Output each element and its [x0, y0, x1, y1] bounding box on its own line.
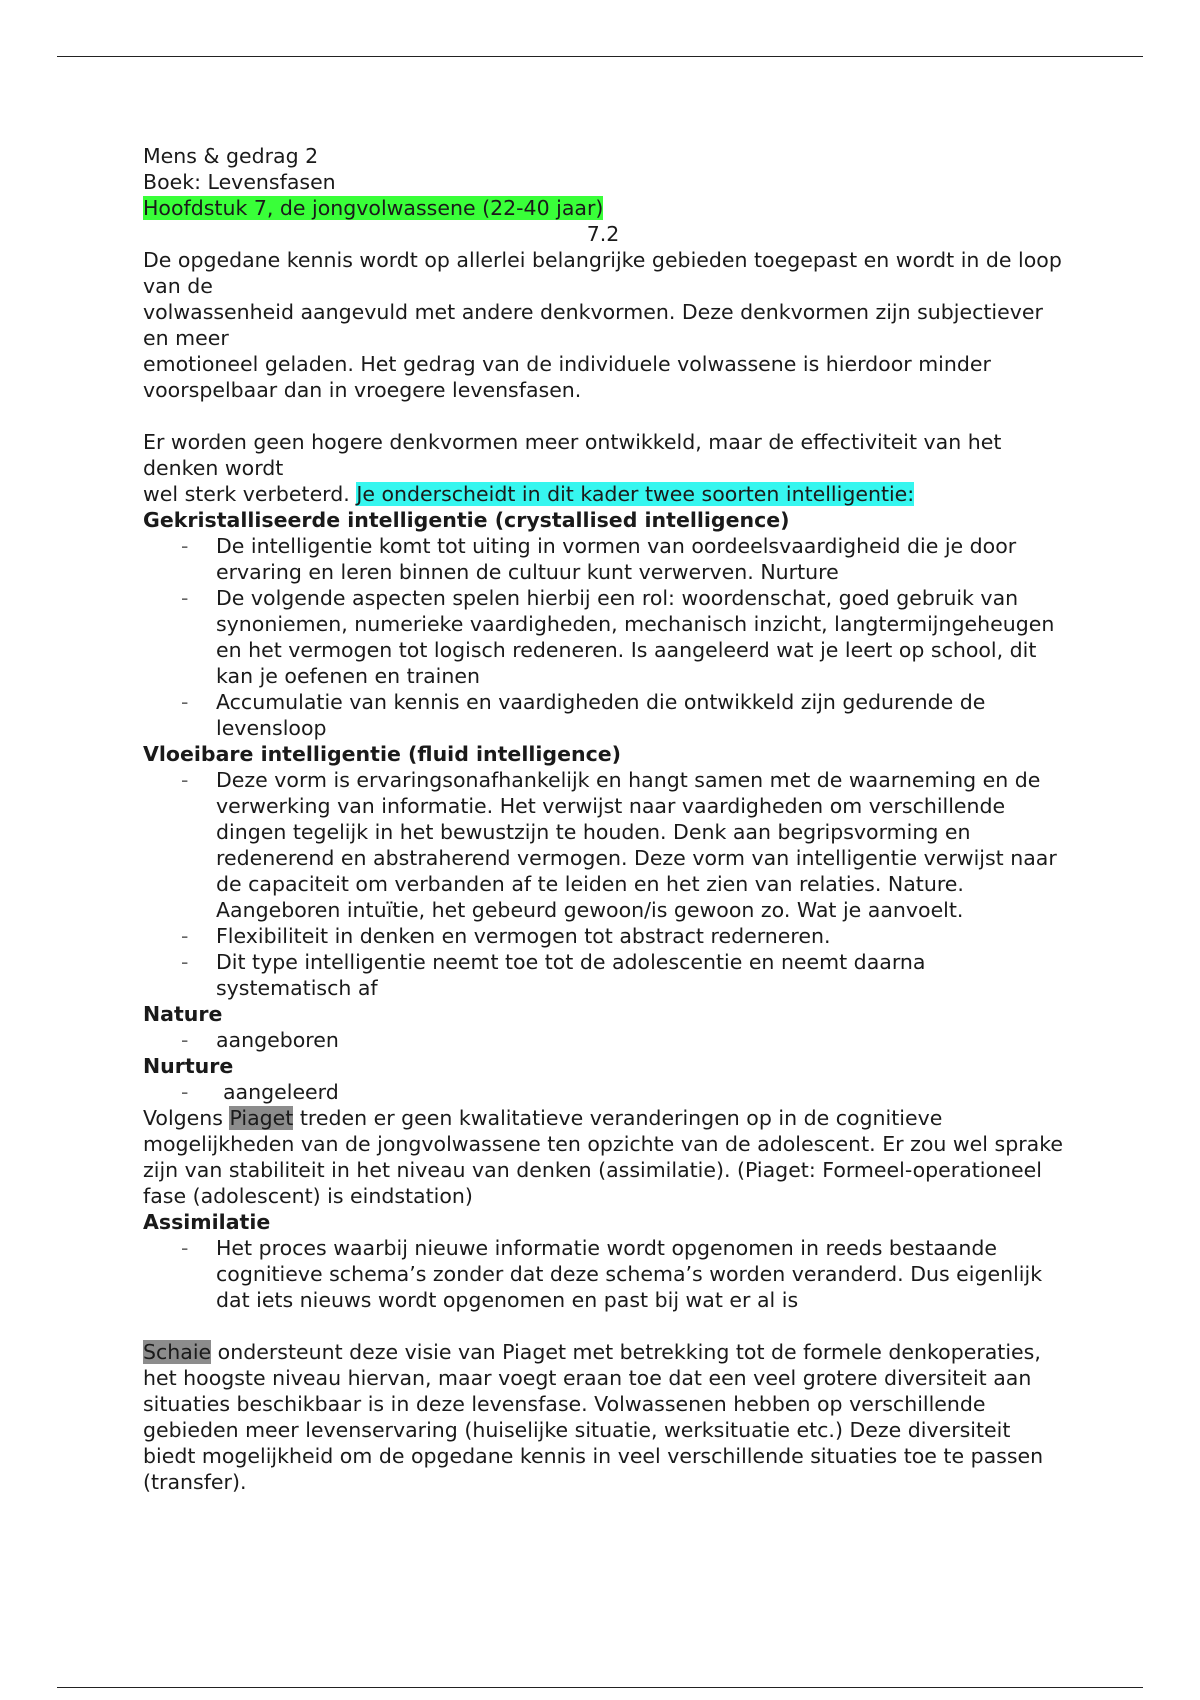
piaget-highlight: Piaget	[229, 1106, 294, 1130]
list-item: - Flexibiliteit in denken en vermogen tot abstract rederneren.	[143, 923, 1063, 949]
list-item: - Accumulatie van kennis en vaardigheden die ontwikkeld zijn gedurende de levensloop	[143, 689, 1063, 741]
schaie-paragraph	[143, 1339, 1063, 1495]
intro-p1-line-2: volwassenheid aangevuld met andere denkvormen. Deze denkvormen zijn subjectiever en meer	[143, 300, 1043, 350]
intro-p2-line-1: Er worden geen hogere denkvormen meer ontwikkeld, maar de effectiviteit van het denken wordt	[143, 430, 1002, 480]
bottom-rule	[57, 1687, 1143, 1688]
piaget-paragraph	[143, 1105, 1063, 1209]
nurture-list	[143, 1079, 1063, 1105]
document-body	[143, 143, 1063, 1495]
intro-paragraph-2	[143, 429, 1063, 507]
chapter-title	[143, 195, 1063, 221]
list-item: - Deze vorm is ervaringsonafhankelijk en hangt samen met de waarneming en de verwerking van informatie. Het verwijst naar vaardigheden om verschillende dingen tegelijk in het bewustzijn te houden. Denk aan begripsvorming en redenerend en abstraherend vermogen. Deze vorm van intelligentie verwijst naar de capaciteit om verbanden af te leiden en het zien van relaties. Nature. Aangeboren intuïtie, het gebeurd gewoon/is gewoon zo. Wat je aanvoelt.	[143, 767, 1063, 923]
intro-paragraph-1	[143, 247, 1063, 403]
nature-list	[143, 1027, 1063, 1053]
list-item: - De intelligentie komt tot uiting in vormen van oordeelsvaardigheid die je door ervaring en leren binnen de cultuur kunt verwerven. Nurture	[143, 533, 1063, 585]
intro-p1-line-3: emotioneel geladen. Het gedrag van de individuele volwassene is hierdoor minder voorspelbaar dan in vroegere levensfasen.	[143, 352, 991, 402]
nurture-heading: Nurture	[143, 1054, 234, 1078]
top-rule	[57, 56, 1143, 57]
intelligence-types-highlight: Je onderscheidt in dit kader twee soorten intelligentie:	[356, 482, 915, 506]
piaget-prefix: Volgens	[143, 1106, 230, 1130]
schaie-highlight: Schaie	[143, 1340, 212, 1364]
assimilatie-heading: Assimilatie	[143, 1210, 271, 1234]
nature-heading: Nature	[143, 1002, 223, 1026]
crystallised-list	[143, 533, 1063, 741]
intro-p1-line-1: De opgedane kennis wordt op allerlei belangrijke gebieden toegepast en wordt in de loop van de	[143, 248, 1062, 298]
intro-p2-line-2: wel sterk verbeterd.	[143, 482, 357, 506]
chapter-highlight: Hoofdstuk 7, de jongvolwassene (22-40 jaar)	[143, 196, 604, 220]
fluid-list	[143, 767, 1063, 1001]
book-title: Boek: Levensfasen	[143, 170, 336, 194]
piaget-text: treden er geen kwalitatieve veranderingen op in de cognitieve mogelijkheden van de jongvolwassene ten opzichte van de adolescent. Er zou wel sprake zijn van stabiliteit in het niveau van denken (assimilatie). (Piaget: Formeel-operationeel fase (adolescent) is eindstation)	[143, 1106, 1063, 1208]
spacer	[143, 403, 1063, 429]
fluid-heading: Vloeibare intelligentie (fluid intelligence)	[143, 742, 622, 766]
list-item: - Het proces waarbij nieuwe informatie wordt opgenomen in reeds bestaande cognitieve schema’s zonder dat deze schema’s worden veranderd. Dus eigenlijk dat iets nieuws wordt opgenomen en past bij wat er al is	[143, 1235, 1063, 1313]
schaie-text: ondersteunt deze visie van Piaget met betrekking tot de formele denkoperaties, het hoogste niveau hiervan, maar voegt eraan toe dat een veel grotere diversiteit aan situaties beschikbaar is in deze levensfase. Volwassenen hebben op verschillende gebieden meer levenservaring (huiselijke situatie, werksituatie etc.) Deze diversiteit biedt mogelijkheid om de opgedane kennis in veel verschillende situaties toe te passen (transfer).	[143, 1340, 1044, 1494]
course-title: Mens & gedrag 2	[143, 144, 319, 168]
crystallised-heading: Gekristalliseerde intelligentie (crystallised intelligence)	[143, 508, 790, 532]
list-item: - Dit type intelligentie neemt toe tot de adolescentie en neemt daarna systematisch af	[143, 949, 1063, 1001]
list-item: - De volgende aspecten spelen hierbij een rol: woordenschat, goed gebruik van synoniemen, numerieke vaardigheden, mechanisch inzicht, langtermijngeheugen en het vermogen tot logisch redeneren. Is aangeleerd wat je leert op school, dit kan je oefenen en trainen	[143, 585, 1063, 689]
list-item: - aangeleerd	[143, 1079, 1063, 1105]
section-number: 7.2	[586, 222, 620, 246]
list-item: - aangeboren	[143, 1027, 1063, 1053]
assimilatie-list	[143, 1235, 1063, 1313]
spacer	[143, 1313, 1063, 1339]
